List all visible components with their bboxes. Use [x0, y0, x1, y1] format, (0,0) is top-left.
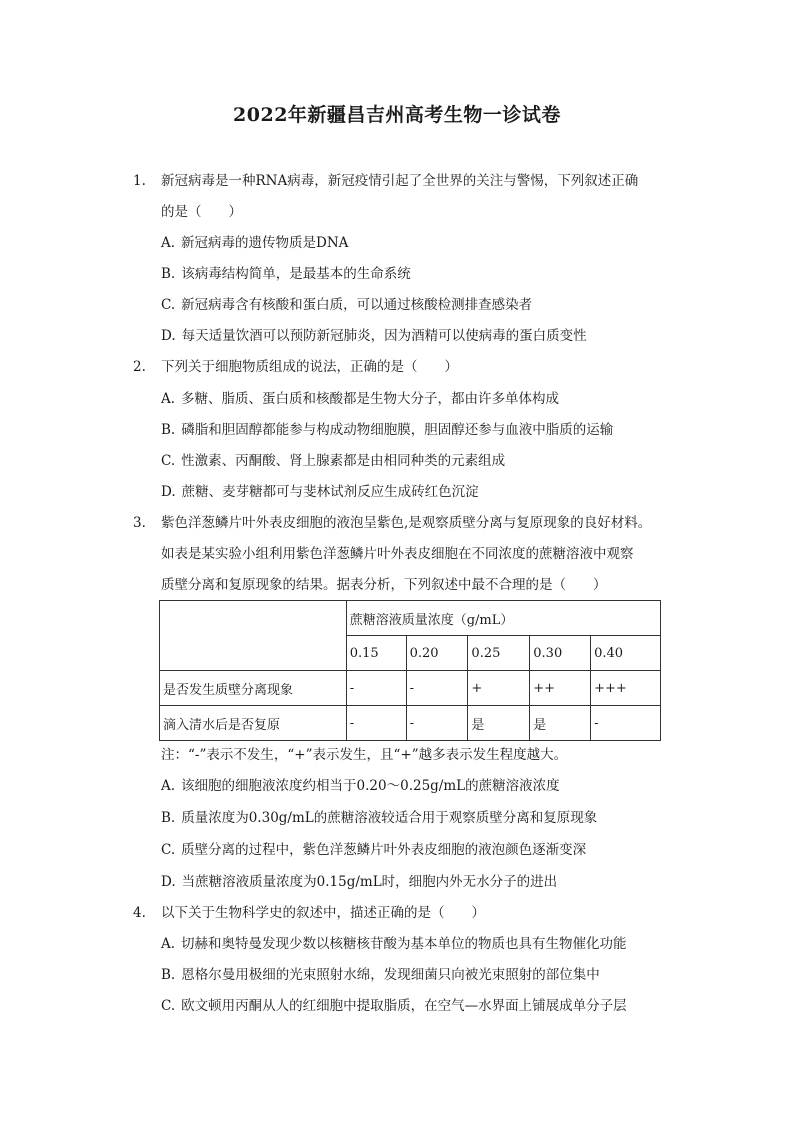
question-3-number: 3.	[133, 515, 146, 531]
question-4-option-a	[161, 935, 627, 953]
question-1-stem-line-2: 的是（ ）	[161, 204, 242, 220]
question-3-stem-line-2: 如表是某实验小组利用紫色洋葱鳞片叶外表皮细胞在不同浓度的蔗糖溶液中观察	[161, 546, 634, 562]
option-text: 当蔗糖溶液质量浓度为0.15g/mL时，细胞内外无水分子的进出	[181, 874, 558, 890]
table-cell: 0.40	[591, 636, 661, 671]
table-header-concentration: 蔗糖溶液质量浓度（g/mL）	[346, 601, 660, 636]
question-1-option-b	[161, 265, 411, 283]
question-4-number: 4.	[133, 905, 146, 921]
option-text: 切赫和奥特曼发现少数以核糖核苷酸为基本单位的物质也具有生物催化功能	[181, 936, 627, 952]
table-cell: -	[591, 706, 661, 741]
option-label: A.	[161, 391, 176, 407]
question-2-option-b	[161, 421, 613, 439]
table-cell: -	[406, 706, 468, 741]
question-1-option-d	[161, 327, 587, 345]
option-label: D.	[161, 874, 176, 890]
option-label: A.	[161, 778, 176, 794]
option-text: 质量浓度为0.30g/mL的蔗糖溶液较适合用于观察质壁分离和复原现象	[181, 810, 598, 826]
question-2-stem-line-1: 下列关于细胞物质组成的说法，正确的是（ ）	[161, 359, 458, 375]
question-4-stem-line-1: 以下关于生物科学史的叙述中，描述正确的是（ ）	[161, 905, 485, 921]
option-label: B.	[161, 967, 176, 983]
question-1-option-a	[161, 234, 348, 252]
option-text: 每天适量饮酒可以预防新冠肺炎，因为酒精可以使病毒的蛋白质变性	[181, 328, 587, 344]
table-cell: 0.30	[530, 636, 591, 671]
question-4-option-c	[161, 997, 627, 1015]
table-row-label: 是否发生质壁分离现象	[160, 671, 347, 706]
question-3-option-d	[161, 873, 557, 891]
table-cell: 0.15	[346, 636, 406, 671]
option-label: C.	[161, 453, 176, 469]
option-text: 新冠病毒含有核酸和蛋白质，可以通过核酸检测排查感染者	[181, 297, 533, 313]
option-label: C.	[161, 842, 176, 858]
page-title: 2022年新疆昌吉州高考生物一诊试卷	[233, 104, 561, 126]
question-3-option-a	[161, 777, 560, 795]
option-label: A.	[161, 936, 176, 952]
table-corner-cell	[160, 601, 347, 671]
option-text: 性激素、丙酮酸、肾上腺素都是由相同种类的元素组成	[181, 453, 506, 469]
option-text: 该病毒结构简单，是最基本的生命系统	[181, 266, 411, 282]
question-3-stem-line-1: 紫色洋葱鳞片叶外表皮细胞的液泡呈紫色,是观察质壁分离与复原现象的良好材料。	[161, 515, 652, 531]
option-label: B.	[161, 810, 176, 826]
question-4-option-b	[161, 966, 600, 984]
option-text: 该细胞的细胞液浓度约相当于0.20～0.25g/mL的蔗糖溶液浓度	[181, 778, 560, 794]
question-3-option-b	[161, 809, 597, 827]
table-row	[160, 671, 661, 706]
table-cell: +	[468, 671, 530, 706]
table-row-label: 滴入清水后是否复原	[160, 706, 347, 741]
table-cell: -	[406, 671, 468, 706]
table-cell: 0.25	[468, 636, 530, 671]
table-cell: ++	[530, 671, 591, 706]
option-label: A.	[161, 235, 176, 251]
option-text: 新冠病毒的遗传物质是DNA	[181, 235, 349, 251]
option-label: C.	[161, 297, 176, 313]
question-3-option-c	[161, 841, 586, 859]
option-label: B.	[161, 422, 176, 438]
table-cell: -	[346, 706, 406, 741]
question-1-option-c	[161, 296, 532, 314]
option-text: 欧文顿用丙酮从人的红细胞中提取脂质，在空气—水界面上铺展成单分子层	[181, 998, 627, 1014]
experiment-table	[159, 600, 661, 741]
option-label: D.	[161, 484, 176, 500]
option-text: 蔗糖、麦芽糖都可与斐林试剂反应生成砖红色沉淀	[181, 484, 479, 500]
table-cell: 0.20	[406, 636, 468, 671]
option-text: 多糖、脂质、蛋白质和核酸都是生物大分子，都由许多单体构成	[181, 391, 560, 407]
question-1-number: 1.	[133, 173, 146, 189]
table-cell: -	[346, 671, 406, 706]
option-text: 质壁分离的过程中，紫色洋葱鳞片叶外表皮细胞的液泡颜色逐渐变深	[181, 842, 587, 858]
question-2-option-a	[161, 390, 559, 408]
question-2-option-d	[161, 483, 479, 501]
question-3-table-note: 注：“-”表示不发生，“+”表示发生，且“+”越多表示发生程度越大。	[161, 747, 568, 763]
question-1-stem-line-1: 新冠病毒是一种RNA病毒，新冠疫情引起了全世界的关注与警惕，下列叙述正确	[161, 173, 639, 189]
question-3-stem-line-3: 质壁分离和复原现象的结果。据表分析，下列叙述中最不合理的是（ ）	[161, 577, 607, 593]
table-row	[160, 706, 661, 741]
table-cell: 是	[468, 706, 530, 741]
option-label: D.	[161, 328, 176, 344]
question-2-option-c	[161, 452, 505, 470]
table-row	[160, 601, 661, 636]
option-label: B.	[161, 266, 176, 282]
table-cell: +++	[591, 671, 661, 706]
option-text: 恩格尔曼用极细的光束照射水绵，发现细菌只向被光束照射的部位集中	[181, 967, 600, 983]
question-2-number: 2.	[133, 359, 146, 375]
table-cell: 是	[530, 706, 591, 741]
option-label: C.	[161, 998, 176, 1014]
option-text: 磷脂和胆固醇都能参与构成动物细胞膜，胆固醇还参与血液中脂质的运输	[181, 422, 614, 438]
